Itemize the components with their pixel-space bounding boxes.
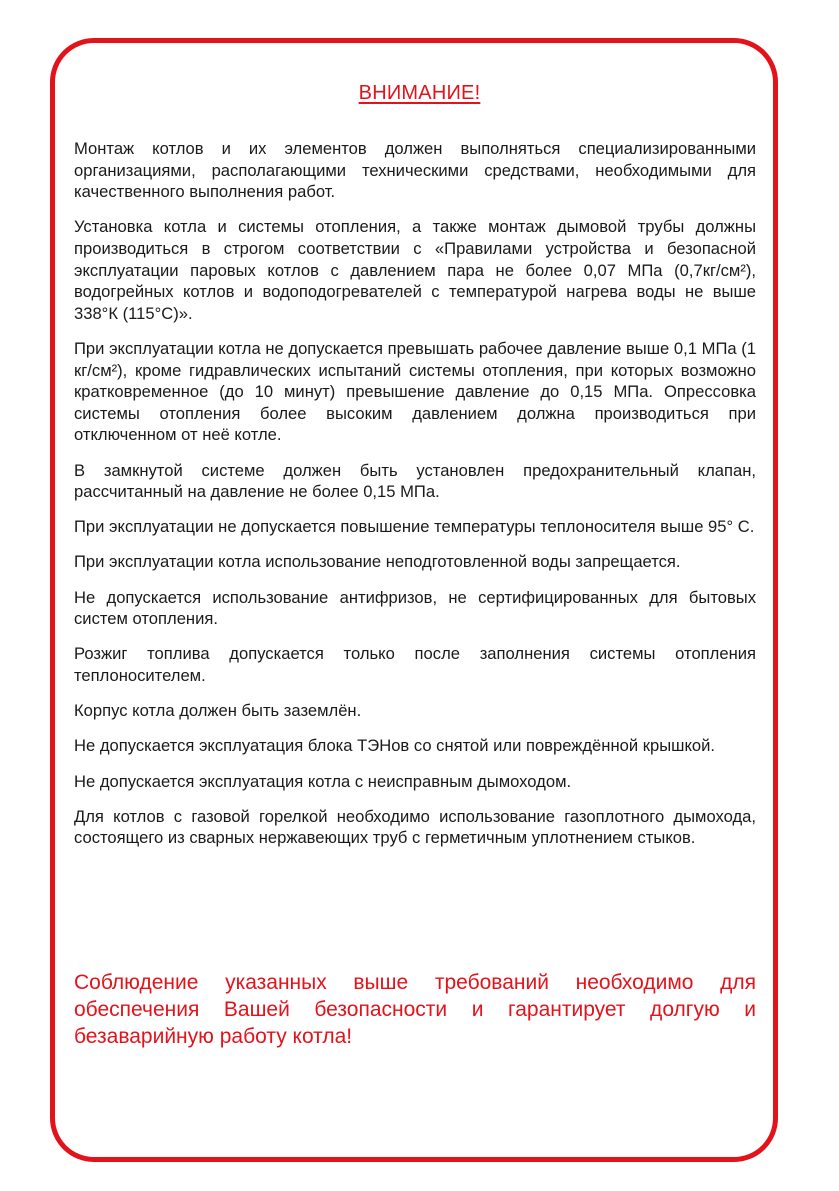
paragraph-antifreeze: Не допускается использование антифризов, не сертифицированных для бытовых систем отопления. [74, 587, 756, 629]
paragraph-gas-burner-chimney: Для котлов с газовой горелкой необходимо использование газоплотного дымохода, состоящего из сварных нержавеющих труб с герметичным уплотнением стыков. [74, 806, 756, 848]
warning-text-body [74, 138, 756, 863]
paragraph-safety-valve: В замкнутой системе должен быть установлен предохранительный клапан, рассчитанный на давление не более 0,15 МПа. [74, 460, 756, 502]
paragraph-installation-organizations: Монтаж котлов и их элементов должен выполняться специализированными организациями, располагающими техническими средствами, необходимыми для качественного выполнения работ. [74, 139, 756, 202]
paragraph-fuel-ignition: Розжиг топлива допускается только после заполнения системы отопления теплоносителем. [74, 644, 756, 686]
paragraph-installation-rules: Установка котла и системы отопления, а также монтаж дымовой трубы должны производиться в строгом соответствии с «Правилами устройства и безопасной эксплуатации паровых котлов с давлением пара не более 0,07 МПа (0,7кг/см²), водогрейных котлов и водоподогревателей с температурой нагрева воды не выше 338°К (115°С)». [74, 217, 756, 323]
paragraph-untreated-water: При эксплуатации котла использование неподготовленной воды запрещается. [74, 552, 681, 572]
paragraph-grounding: Корпус котла должен быть заземлён. [74, 701, 362, 721]
paragraph-faulty-chimney: Не допускается эксплуатация котла с неисправным дымоходом. [74, 771, 572, 791]
final-safety-note: Соблюдение указанных выше требований необходимо для обеспечения Вашей безопасности и гарантирует долгую и безаварийную работу котла! [74, 971, 756, 1048]
paragraph-coolant-temperature: При эксплуатации не допускается повышение температуры теплоносителя выше 95° С. [74, 517, 755, 537]
page-title: ВНИМАНИЕ! [358, 82, 481, 104]
paragraph-heater-cover: Не допускается эксплуатация блока ТЭНов со снятой или повреждённой крышкой. [74, 736, 715, 756]
paragraph-operating-pressure: При эксплуатации котла не допускается превышать рабочее давление выше 0,1 МПа (1 кг/см²), кроме гидравлических испытаний системы отопления, при которых возможно кратковременное (до 10 минут) превышение давление до 0,15 МПа. Опрессовка системы отопления более высоким давлением должна производиться при отключенном от неё котле. [74, 338, 756, 445]
